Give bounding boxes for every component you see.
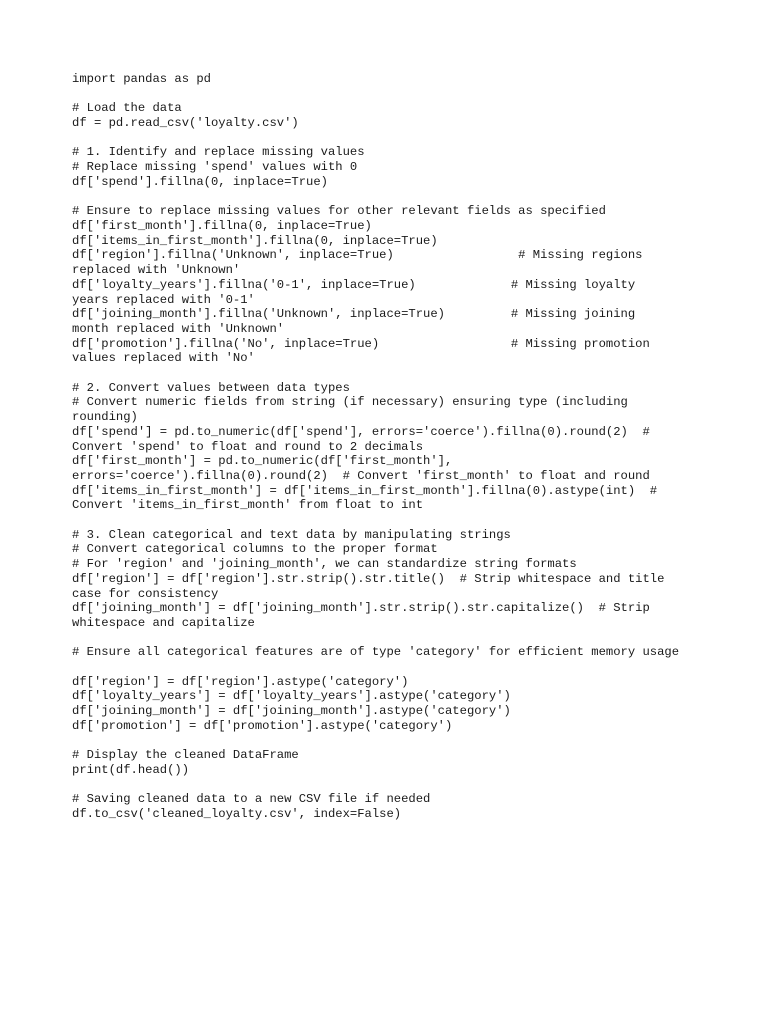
code-line: df['promotion'].fillna('No', inplace=True) # Missing promotion xyxy=(72,336,650,351)
code-line: df.to_csv('cleaned_loyalty.csv', index=False) xyxy=(72,807,402,822)
code-line: values replaced with 'No' xyxy=(72,351,255,366)
code-line: Convert 'spend' to float and round to 2 decimals xyxy=(72,439,424,454)
code-line: df['region'] = df['region'].astype('category') xyxy=(72,674,409,689)
code-line: print(df.head()) xyxy=(72,762,190,777)
code-line: # Load the data xyxy=(72,101,182,116)
code-line: years replaced with '0-1' xyxy=(72,292,255,307)
code-line: df['first_month'].fillna(0, inplace=True) xyxy=(72,218,372,233)
code-line: df['spend'] = pd.to_numeric(df['spend'], errors='coerce').fillna(0).round(2) # xyxy=(72,424,650,439)
code-line: whitespace and capitalize xyxy=(72,615,255,630)
code-line: df = pd.read_csv('loyalty.csv') xyxy=(72,116,299,131)
code-line: errors='coerce').fillna(0).round(2) # Convert 'first_month' to float and round xyxy=(72,468,650,483)
code-line: # Convert categorical columns to the proper format xyxy=(72,542,438,557)
code-line: # Saving cleaned data to a new CSV file if needed xyxy=(72,792,431,807)
code-line xyxy=(72,366,702,381)
code-line xyxy=(72,778,702,793)
code-line: # Display the cleaned DataFrame xyxy=(72,748,299,763)
code-line xyxy=(72,87,702,102)
code-line: replaced with 'Unknown' xyxy=(72,263,241,278)
code-line: # For 'region' and 'joining_month', we can standardize string formats xyxy=(72,557,577,572)
code-line: # 1. Identify and replace missing values xyxy=(72,145,365,160)
code-line xyxy=(72,513,702,528)
code-line xyxy=(72,734,702,749)
code-line xyxy=(72,190,702,205)
code-line: # 2. Convert values between data types xyxy=(72,380,350,395)
code-line: df['region'] = df['region'].str.strip().str.title() # Strip whitespace and title xyxy=(72,571,665,586)
code-line: df['items_in_first_month'] = df['items_in_first_month'].fillna(0).astype(int) # xyxy=(72,483,658,498)
code-line: df['promotion'] = df['promotion'].astype('category') xyxy=(72,718,453,733)
code-line: df['loyalty_years'].fillna('0-1', inplace=True) # Missing loyalty xyxy=(72,277,636,292)
code-line: # 3. Clean categorical and text data by manipulating strings xyxy=(72,527,511,542)
code-line: # Ensure all categorical features are of type 'category' for efficient memory usage xyxy=(72,645,680,660)
code-line: # Convert numeric fields from string (if necessary) ensuring type (including xyxy=(72,395,628,410)
code-line: df['joining_month'] = df['joining_month'].astype('category') xyxy=(72,704,511,719)
code-line: # Replace missing 'spend' values with 0 xyxy=(72,160,358,175)
code-block xyxy=(72,72,702,822)
code-line: df['joining_month'] = df['joining_month'].str.strip().str.capitalize() # Strip xyxy=(72,601,650,616)
code-line: df['first_month'] = pd.to_numeric(df['first_month'], xyxy=(72,454,453,469)
code-line: df['loyalty_years'] = df['loyalty_years'].astype('category') xyxy=(72,689,511,704)
code-line: import pandas as pd xyxy=(72,72,211,86)
code-line: df['spend'].fillna(0, inplace=True) xyxy=(72,174,328,189)
code-line: month replaced with 'Unknown' xyxy=(72,321,285,336)
code-line: df['items_in_first_month'].fillna(0, inplace=True) xyxy=(72,233,438,248)
code-line: # Ensure to replace missing values for other relevant fields as specified xyxy=(72,204,606,219)
code-line xyxy=(72,131,702,146)
code-line: Convert 'items_in_first_month' from float to int xyxy=(72,498,424,513)
code-line xyxy=(72,660,702,675)
code-line: df['region'].fillna('Unknown', inplace=True) # Missing regions xyxy=(72,248,643,263)
code-line: case for consistency xyxy=(72,586,219,601)
code-line: df['joining_month'].fillna('Unknown', inplace=True) # Missing joining xyxy=(72,307,636,322)
code-line xyxy=(72,631,702,646)
code-line: rounding) xyxy=(72,410,138,425)
